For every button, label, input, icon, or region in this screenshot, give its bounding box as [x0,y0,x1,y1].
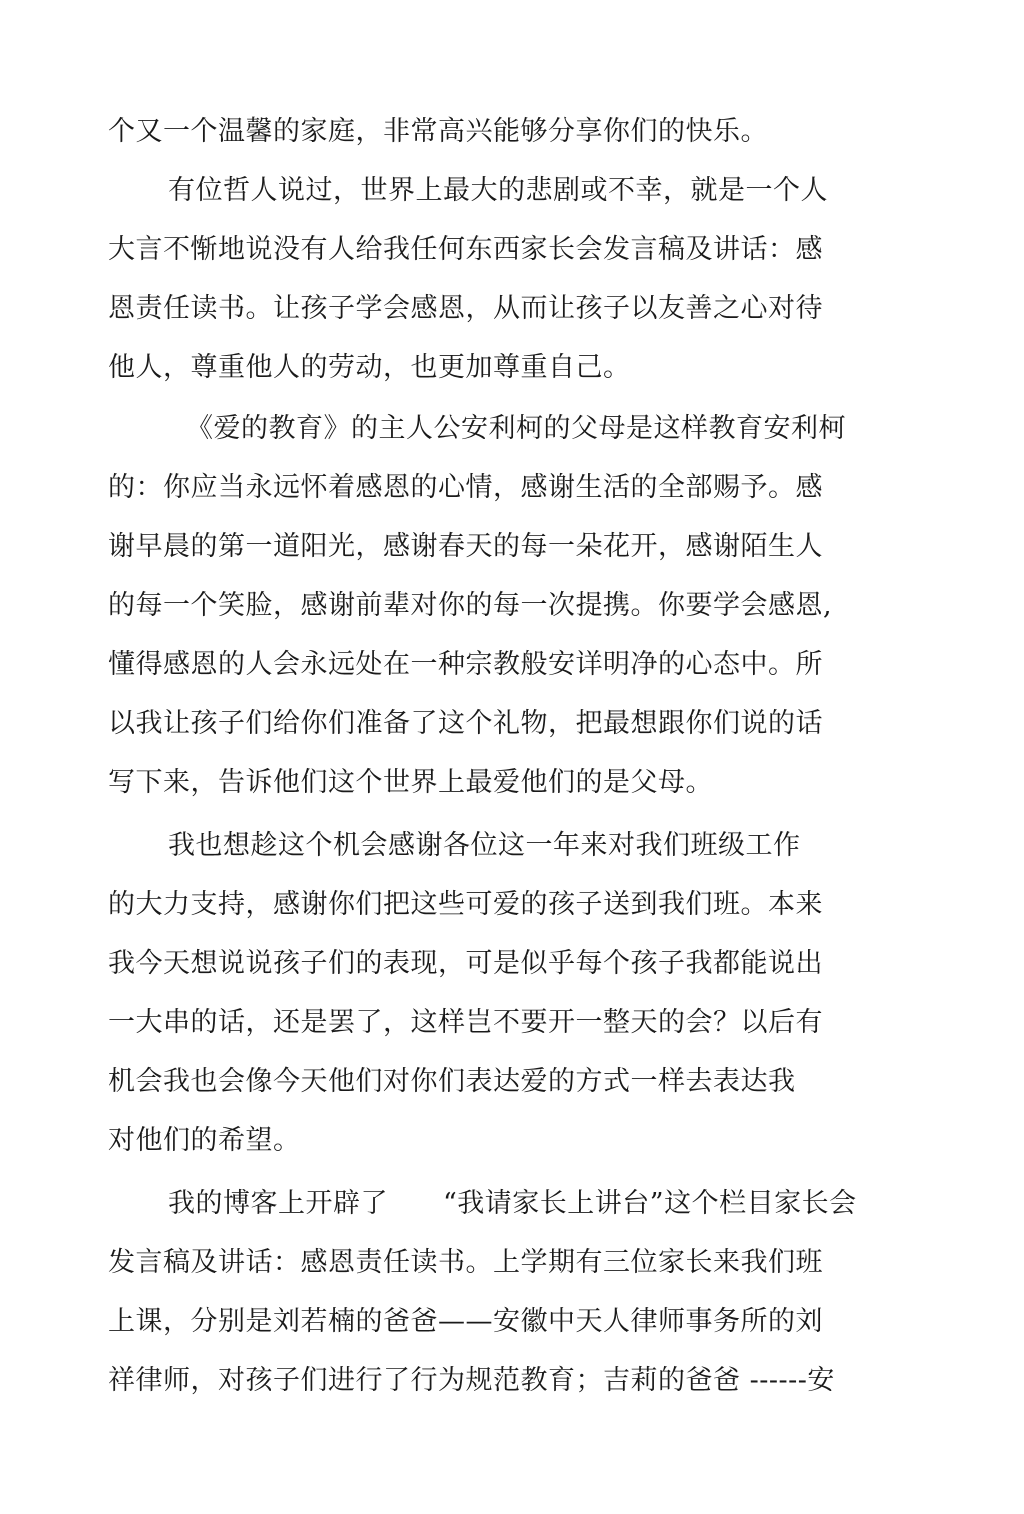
text-line: 谢早晨的第一道阳光，感谢春天的每一朵花开，感谢陌生人 [108,531,823,562]
text-line: 发言稿及讲话：感恩责任读书。上学期有三位家长来我们班 [108,1247,823,1278]
text-line: 的大力支持，感谢你们把这些可爱的孩子送到我们班。本来 [108,889,823,920]
text-line: 上课，分别是刘若楠的爸爸——安徽中天人律师事务所的刘 [108,1306,823,1337]
text-line: 对他们的希望。 [108,1125,301,1156]
paragraph-first-line: 我也想趁这个机会感谢各位这一年来对我们班级工作 [168,830,801,861]
text-line: 祥律师，对孩子们进行了行为规范教育；吉莉的爸爸 ------安 [108,1365,835,1396]
paragraph-first-line: 《爱的教育》的主人公安利柯的父母是这样教育安利柯 [186,413,846,444]
text-line: 写下来，告诉他们这个世界上最爱他们的是父母。 [108,767,713,798]
text-line: 以我让孩子们给你们准备了这个礼物，把最想跟你们说的话 [108,708,823,739]
text-line: 的：你应当永远怀着感恩的心情，感谢生活的全部赐予。感 [108,472,823,503]
text-line: 懂得感恩的人会永远处在一种宗教般安详明净的心态中。所 [108,649,823,680]
text-line: 一大串的话，还是罢了，这样岂不要开一整天的会？以后有 [108,1007,823,1038]
text-line: 大言不惭地说没有人给我任何东西家长会发言稿及讲话：感 [108,234,823,265]
paragraph-first-line: 我的博客上开辟了 “我请家长上讲台”这个栏目家长会 [168,1188,857,1219]
text-line: 他人，尊重他人的劳动，也更加尊重自己。 [108,352,631,383]
text-line: 个又一个温馨的家庭，非常高兴能够分享你们的快乐。 [108,116,768,147]
text-line: 机会我也会像今天他们对你们表达爱的方式一样去表达我 [108,1066,796,1097]
paragraph-first-line: 有位哲人说过，世界上最大的悲剧或不幸，就是一个人 [168,175,828,206]
text-line: 的每一个笑脸，感谢前辈对你的每一次提携。你要学会感恩, [108,590,833,621]
text-line: 我今天想说说孩子们的表现，可是似乎每个孩子我都能说出 [108,948,823,979]
text-line: 恩责任读书。让孩子学会感恩，从而让孩子以友善之心对待 [108,293,823,324]
